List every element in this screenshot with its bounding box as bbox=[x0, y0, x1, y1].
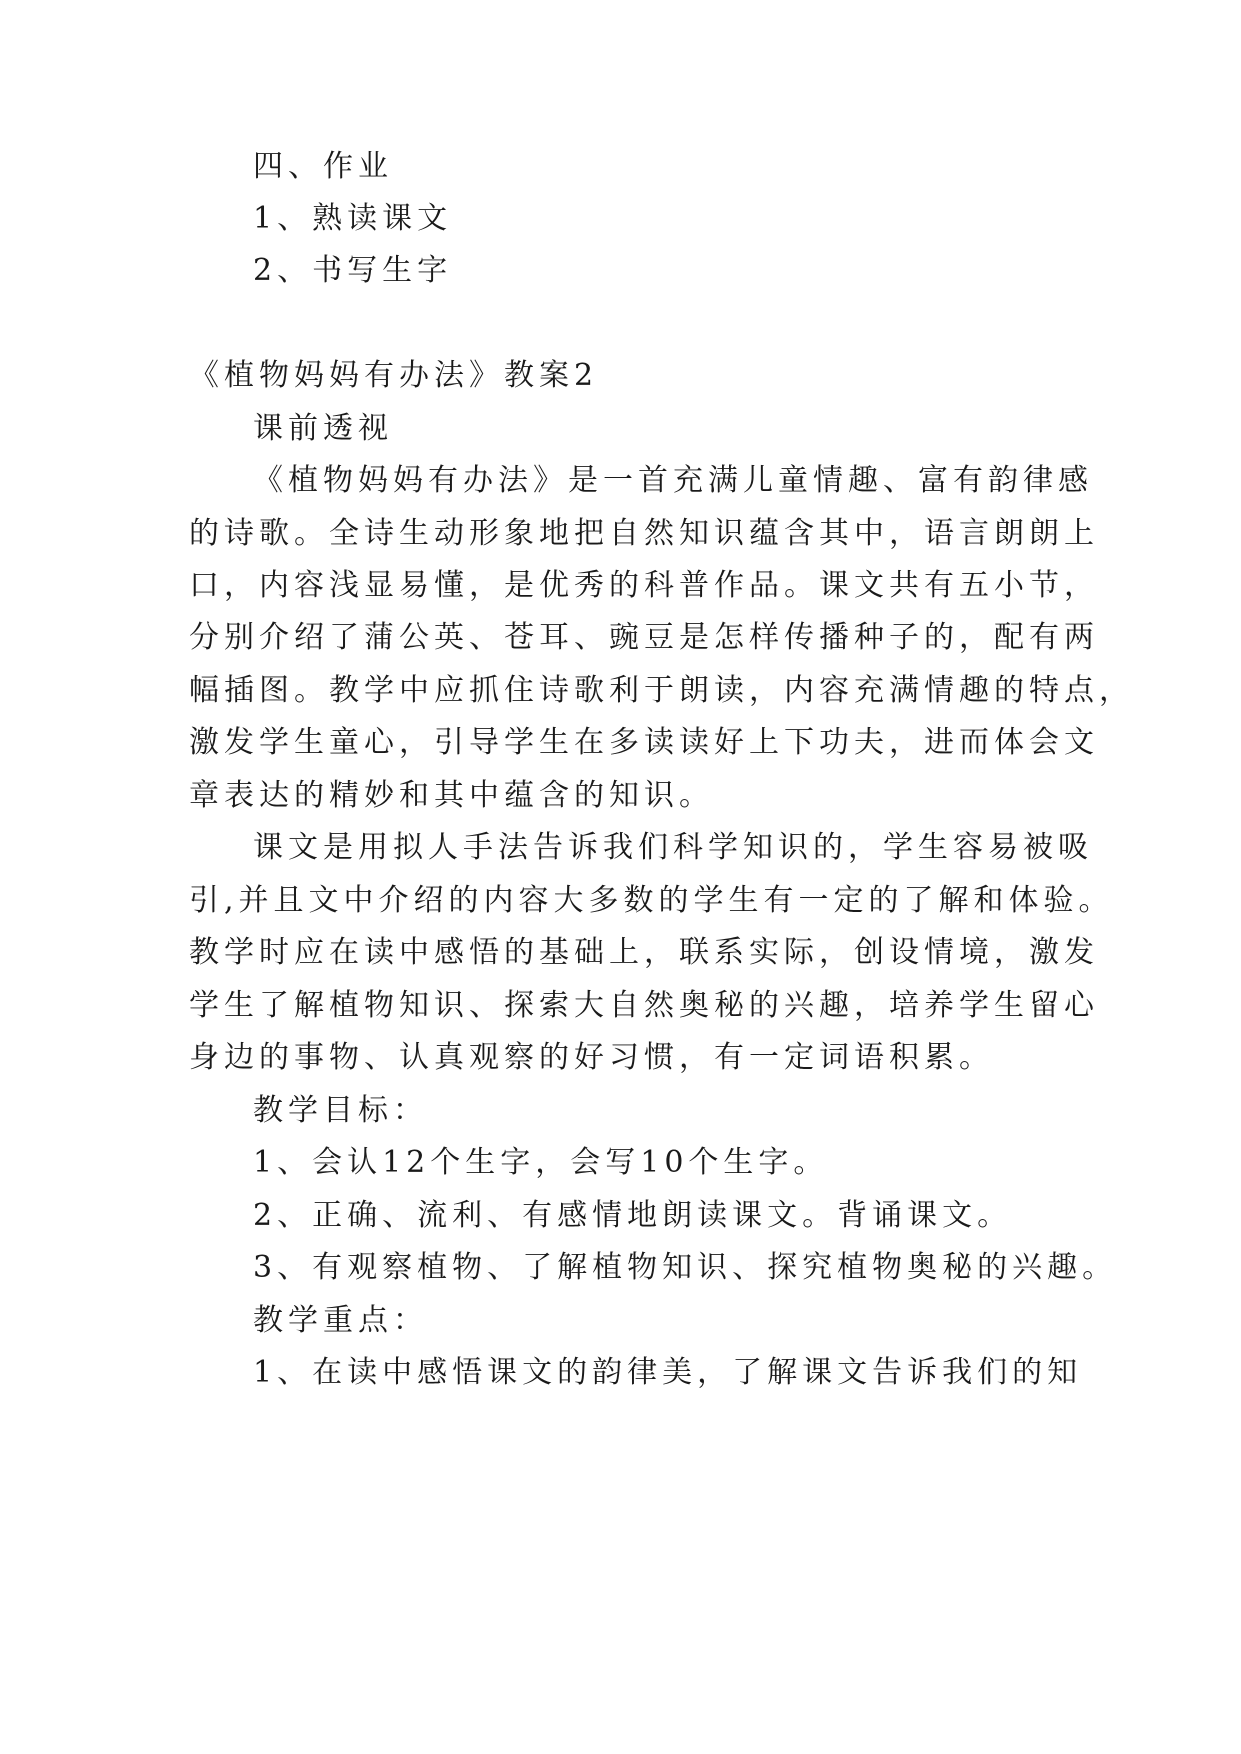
goal-item-3: 3、有观察植物、了解植物知识、探究植物奥秘的兴趣。 bbox=[253, 1250, 1118, 1285]
paragraph2-line-5: 身边的事物、认真观察的好习惯，有一定词语积累。 bbox=[189, 1040, 994, 1075]
paragraph1-line-5: 幅插图。教学中应抓住诗歌利于朗读，内容充满情趣的特点， bbox=[189, 673, 1134, 708]
paragraph2-line-3: 教学时应在读中感悟的基础上，联系实际，创设情境，激发 bbox=[189, 935, 1099, 970]
homework-item-2: 2、书写生字 bbox=[253, 253, 453, 288]
goal-item-1: 1、会认12个生字，会写10个生字。 bbox=[253, 1145, 829, 1180]
paragraph2-line-4: 学生了解植物知识、探索大自然奥秘的兴趣，培养学生留心 bbox=[189, 988, 1099, 1023]
section-heading-homework: 四、作业 bbox=[253, 149, 393, 184]
lesson-title: 《植物妈妈有办法》教案2 bbox=[189, 358, 599, 393]
goal-item-2: 2、正确、流利、有感情地朗读课文。背诵课文。 bbox=[253, 1198, 1013, 1233]
focus-heading: 教学重点： bbox=[253, 1303, 428, 1338]
paragraph2-line-1: 课文是用拟人手法告诉我们科学知识的，学生容易被吸 bbox=[253, 830, 1093, 865]
paragraph1-line-4: 分别介绍了蒲公英、苍耳、豌豆是怎样传播种子的，配有两 bbox=[189, 620, 1099, 655]
focus-item-1: 1、在读中感悟课文的韵律美，了解课文告诉我们的知 bbox=[253, 1355, 1083, 1390]
paragraph1-line-6: 激发学生童心，引导学生在多读读好上下功夫，进而体会文 bbox=[189, 725, 1099, 760]
paragraph1-line-7: 章表达的精妙和其中蕴含的知识。 bbox=[189, 778, 714, 813]
homework-item-1: 1、熟读课文 bbox=[253, 201, 453, 236]
preview-heading: 课前透视 bbox=[253, 411, 393, 446]
goals-heading: 教学目标： bbox=[253, 1093, 428, 1128]
paragraph1-line-1: 《植物妈妈有办法》是一首充满儿童情趣、富有韵律感 bbox=[253, 463, 1093, 498]
paragraph1-line-3: 口，内容浅显易懂，是优秀的科普作品。课文共有五小节， bbox=[189, 568, 1099, 603]
paragraph2-line-2: 引,并且文中介绍的内容大多数的学生有一定的了解和体验。 bbox=[189, 883, 1114, 918]
paragraph1-line-2: 的诗歌。全诗生动形象地把自然知识蕴含其中，语言朗朗上 bbox=[189, 516, 1099, 551]
